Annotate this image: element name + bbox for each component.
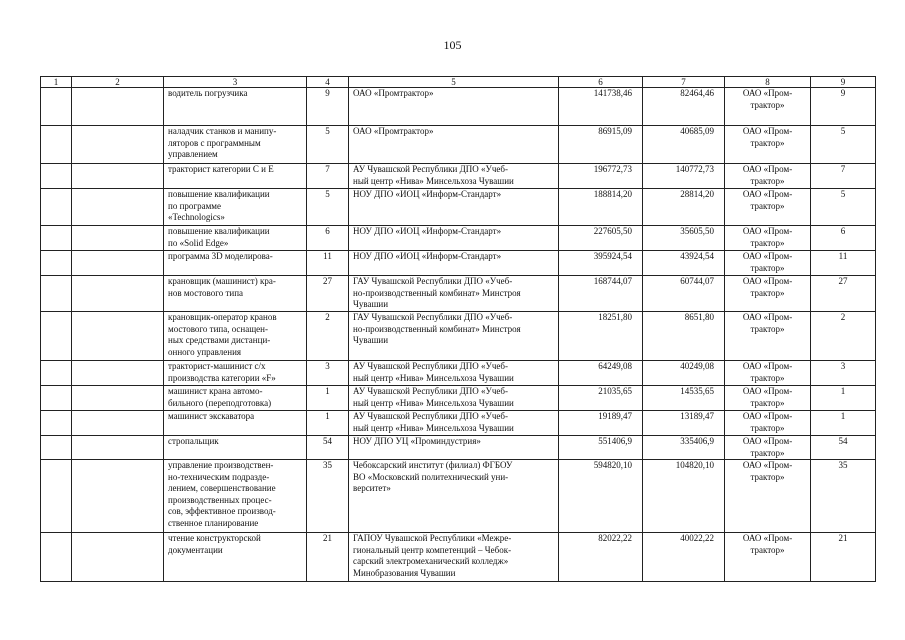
total-cost-cell: 141738,46	[559, 88, 643, 126]
column-number: 7	[643, 77, 725, 88]
count-cell: 2	[307, 312, 349, 361]
table-row	[41, 436, 876, 460]
count2-cell: 21	[811, 533, 876, 582]
table-row	[41, 460, 876, 533]
count-cell: 3	[307, 361, 349, 386]
count2-cell: 27	[811, 276, 876, 312]
count-cell: 5	[307, 189, 349, 226]
count2-cell: 2	[811, 312, 876, 361]
col2-cell	[72, 533, 164, 582]
total-cost-cell: 21035,65	[559, 386, 643, 411]
column-number: 4	[307, 77, 349, 88]
col2-cell	[72, 126, 164, 164]
table-row	[41, 226, 876, 251]
count-cell: 5	[307, 126, 349, 164]
column-number-row	[41, 77, 876, 88]
provider-cell: НОУ ДПО «ИОЦ «Информ-Стандарт»	[349, 226, 559, 251]
count2-cell: 9	[811, 88, 876, 126]
profession-cell: программа 3D моделирова-	[164, 251, 307, 276]
count2-cell: 7	[811, 164, 876, 189]
col2-cell	[72, 460, 164, 533]
total-cost-cell: 196772,73	[559, 164, 643, 189]
table-row	[41, 386, 876, 411]
col2-cell	[72, 164, 164, 189]
col2-cell	[72, 251, 164, 276]
count-cell: 21	[307, 533, 349, 582]
col2-cell	[72, 226, 164, 251]
column-number: 2	[72, 77, 164, 88]
col1-cell	[41, 411, 72, 436]
total-cost-cell: 18251,80	[559, 312, 643, 361]
count-cell: 1	[307, 411, 349, 436]
amount-cell: 40022,22	[643, 533, 725, 582]
amount-cell: 8651,80	[643, 312, 725, 361]
count2-cell: 11	[811, 251, 876, 276]
profession-cell: водитель погрузчика	[164, 88, 307, 126]
column-number: 1	[41, 77, 72, 88]
count2-cell: 6	[811, 226, 876, 251]
page-number: 105	[443, 38, 462, 52]
profession-cell: машинист экскаватора	[164, 411, 307, 436]
column-number: 9	[811, 77, 876, 88]
table-row	[41, 126, 876, 164]
amount-cell: 43924,54	[643, 251, 725, 276]
amount-cell: 28814,20	[643, 189, 725, 226]
profession-cell: стропальщик	[164, 436, 307, 460]
count-cell: 6	[307, 226, 349, 251]
count2-cell: 54	[811, 436, 876, 460]
provider-cell: НОУ ДПО УЦ «Проминдустрия»	[349, 436, 559, 460]
employer-cell: ОАО «Пром- трактор»	[725, 533, 811, 582]
col1-cell	[41, 88, 72, 126]
table-row	[41, 276, 876, 312]
employer-cell: ОАО «Пром- трактор»	[725, 88, 811, 126]
employer-cell: ОАО «Пром- трактор»	[725, 386, 811, 411]
count-cell: 54	[307, 436, 349, 460]
col1-cell	[41, 533, 72, 582]
profession-cell: чтение конструкторской документации	[164, 533, 307, 582]
provider-cell: Чебоксарский институт (филиал) ФГБОУ ВО «Московский политехнический уни- верситет»	[349, 460, 559, 533]
employer-cell: ОАО «Пром- трактор»	[725, 411, 811, 436]
amount-cell: 140772,73	[643, 164, 725, 189]
table-row	[41, 361, 876, 386]
provider-cell: ГАПОУ Чувашской Республики «Межре- гиональный центр компетенций – Чебок- сарский электромеханический колледж» Минобразования Чувашии	[349, 533, 559, 582]
amount-cell: 60744,07	[643, 276, 725, 312]
count-cell: 11	[307, 251, 349, 276]
count2-cell: 1	[811, 411, 876, 436]
employer-cell: ОАО «Пром- трактор»	[725, 164, 811, 189]
col2-cell	[72, 276, 164, 312]
total-cost-cell: 19189,47	[559, 411, 643, 436]
count-cell: 9	[307, 88, 349, 126]
col1-cell	[41, 460, 72, 533]
column-number: 5	[349, 77, 559, 88]
total-cost-cell: 86915,09	[559, 126, 643, 164]
profession-cell: тракторист-машинист с/х производства категории «F»	[164, 361, 307, 386]
profession-cell: повышение квалификации по программе «Technologics»	[164, 189, 307, 226]
col2-cell	[72, 361, 164, 386]
amount-cell: 40249,08	[643, 361, 725, 386]
employer-cell: ОАО «Пром- трактор»	[725, 460, 811, 533]
count2-cell: 5	[811, 126, 876, 164]
table-row	[41, 251, 876, 276]
provider-cell: АУ Чувашской Республики ДПО «Учеб- ный центр «Нива» Минсельхоза Чувашии	[349, 361, 559, 386]
table-row	[41, 164, 876, 189]
col2-cell	[72, 386, 164, 411]
col1-cell	[41, 189, 72, 226]
total-cost-cell: 227605,50	[559, 226, 643, 251]
amount-cell: 14535,65	[643, 386, 725, 411]
provider-cell: НОУ ДПО «ИОЦ «Информ-Стандарт»	[349, 189, 559, 226]
employer-cell: ОАО «Пром- трактор»	[725, 226, 811, 251]
profession-cell: тракторист категории C и E	[164, 164, 307, 189]
provider-cell: НОУ ДПО «ИОЦ «Информ-Стандарт»	[349, 251, 559, 276]
employer-cell: ОАО «Пром- трактор»	[725, 361, 811, 386]
col1-cell	[41, 226, 72, 251]
count2-cell: 3	[811, 361, 876, 386]
provider-cell: ГАУ Чувашской Республики ДПО «Учеб- но-производственный комбинат» Минстроя Чувашии	[349, 312, 559, 361]
count2-cell: 5	[811, 189, 876, 226]
column-number: 8	[725, 77, 811, 88]
col1-cell	[41, 164, 72, 189]
count2-cell: 35	[811, 460, 876, 533]
col1-cell	[41, 436, 72, 460]
amount-cell: 40685,09	[643, 126, 725, 164]
provider-cell: ОАО «Промтрактор»	[349, 126, 559, 164]
amount-cell: 335406,9	[643, 436, 725, 460]
employer-cell: ОАО «Пром- трактор»	[725, 436, 811, 460]
total-cost-cell: 188814,20	[559, 189, 643, 226]
column-number: 3	[164, 77, 307, 88]
table-row	[41, 411, 876, 436]
employer-cell: ОАО «Пром- трактор»	[725, 276, 811, 312]
col1-cell	[41, 386, 72, 411]
table-row	[41, 189, 876, 226]
col2-cell	[72, 189, 164, 226]
training-table	[40, 76, 876, 582]
col2-cell	[72, 411, 164, 436]
count-cell: 7	[307, 164, 349, 189]
profession-cell: управление производствен- но-техническим подразде- лением, совершенствование производственных процес- сов, эффективное производ- ственное планирование	[164, 460, 307, 533]
profession-cell: наладчик станков и манипу- ляторов с программным управлением	[164, 126, 307, 164]
col1-cell	[41, 126, 72, 164]
employer-cell: ОАО «Пром- трактор»	[725, 312, 811, 361]
col1-cell	[41, 251, 72, 276]
provider-cell: АУ Чувашской Республики ДПО «Учеб- ный центр «Нива» Минсельхоза Чувашии	[349, 164, 559, 189]
amount-cell: 13189,47	[643, 411, 725, 436]
col1-cell	[41, 276, 72, 312]
column-number: 6	[559, 77, 643, 88]
table-row	[41, 533, 876, 582]
employer-cell: ОАО «Пром- трактор»	[725, 126, 811, 164]
col1-cell	[41, 361, 72, 386]
col1-cell	[41, 312, 72, 361]
count-cell: 35	[307, 460, 349, 533]
col2-cell	[72, 88, 164, 126]
table-row	[41, 88, 876, 126]
count-cell: 27	[307, 276, 349, 312]
total-cost-cell: 594820,10	[559, 460, 643, 533]
total-cost-cell: 168744,07	[559, 276, 643, 312]
col2-cell	[72, 312, 164, 361]
profession-cell: крановщик (машинист) кра- нов мостового типа	[164, 276, 307, 312]
count-cell: 1	[307, 386, 349, 411]
provider-cell: ГАУ Чувашской Республики ДПО «Учеб- но-производственный комбинат» Минстроя Чувашии	[349, 276, 559, 312]
profession-cell: крановщик-оператор кранов мостового типа, оснащен- ных средствами дистанци- онного управления	[164, 312, 307, 361]
col2-cell	[72, 436, 164, 460]
provider-cell: АУ Чувашской Республики ДПО «Учеб- ный центр «Нива» Минсельхоза Чувашии	[349, 386, 559, 411]
amount-cell: 82464,46	[643, 88, 725, 126]
amount-cell: 35605,50	[643, 226, 725, 251]
count2-cell: 1	[811, 386, 876, 411]
total-cost-cell: 82022,22	[559, 533, 643, 582]
total-cost-cell: 395924,54	[559, 251, 643, 276]
profession-cell: машинист крана автомо- бильного (переподготовка)	[164, 386, 307, 411]
employer-cell: ОАО «Пром- трактор»	[725, 189, 811, 226]
total-cost-cell: 551406,9	[559, 436, 643, 460]
amount-cell: 104820,10	[643, 460, 725, 533]
total-cost-cell: 64249,08	[559, 361, 643, 386]
profession-cell: повышение квалификации по «Solid Edge»	[164, 226, 307, 251]
provider-cell: АУ Чувашской Республики ДПО «Учеб- ный центр «Нива» Минсельхоза Чувашии	[349, 411, 559, 436]
table-row	[41, 312, 876, 361]
employer-cell: ОАО «Пром- трактор»	[725, 251, 811, 276]
provider-cell: ОАО «Промтрактор»	[349, 88, 559, 126]
